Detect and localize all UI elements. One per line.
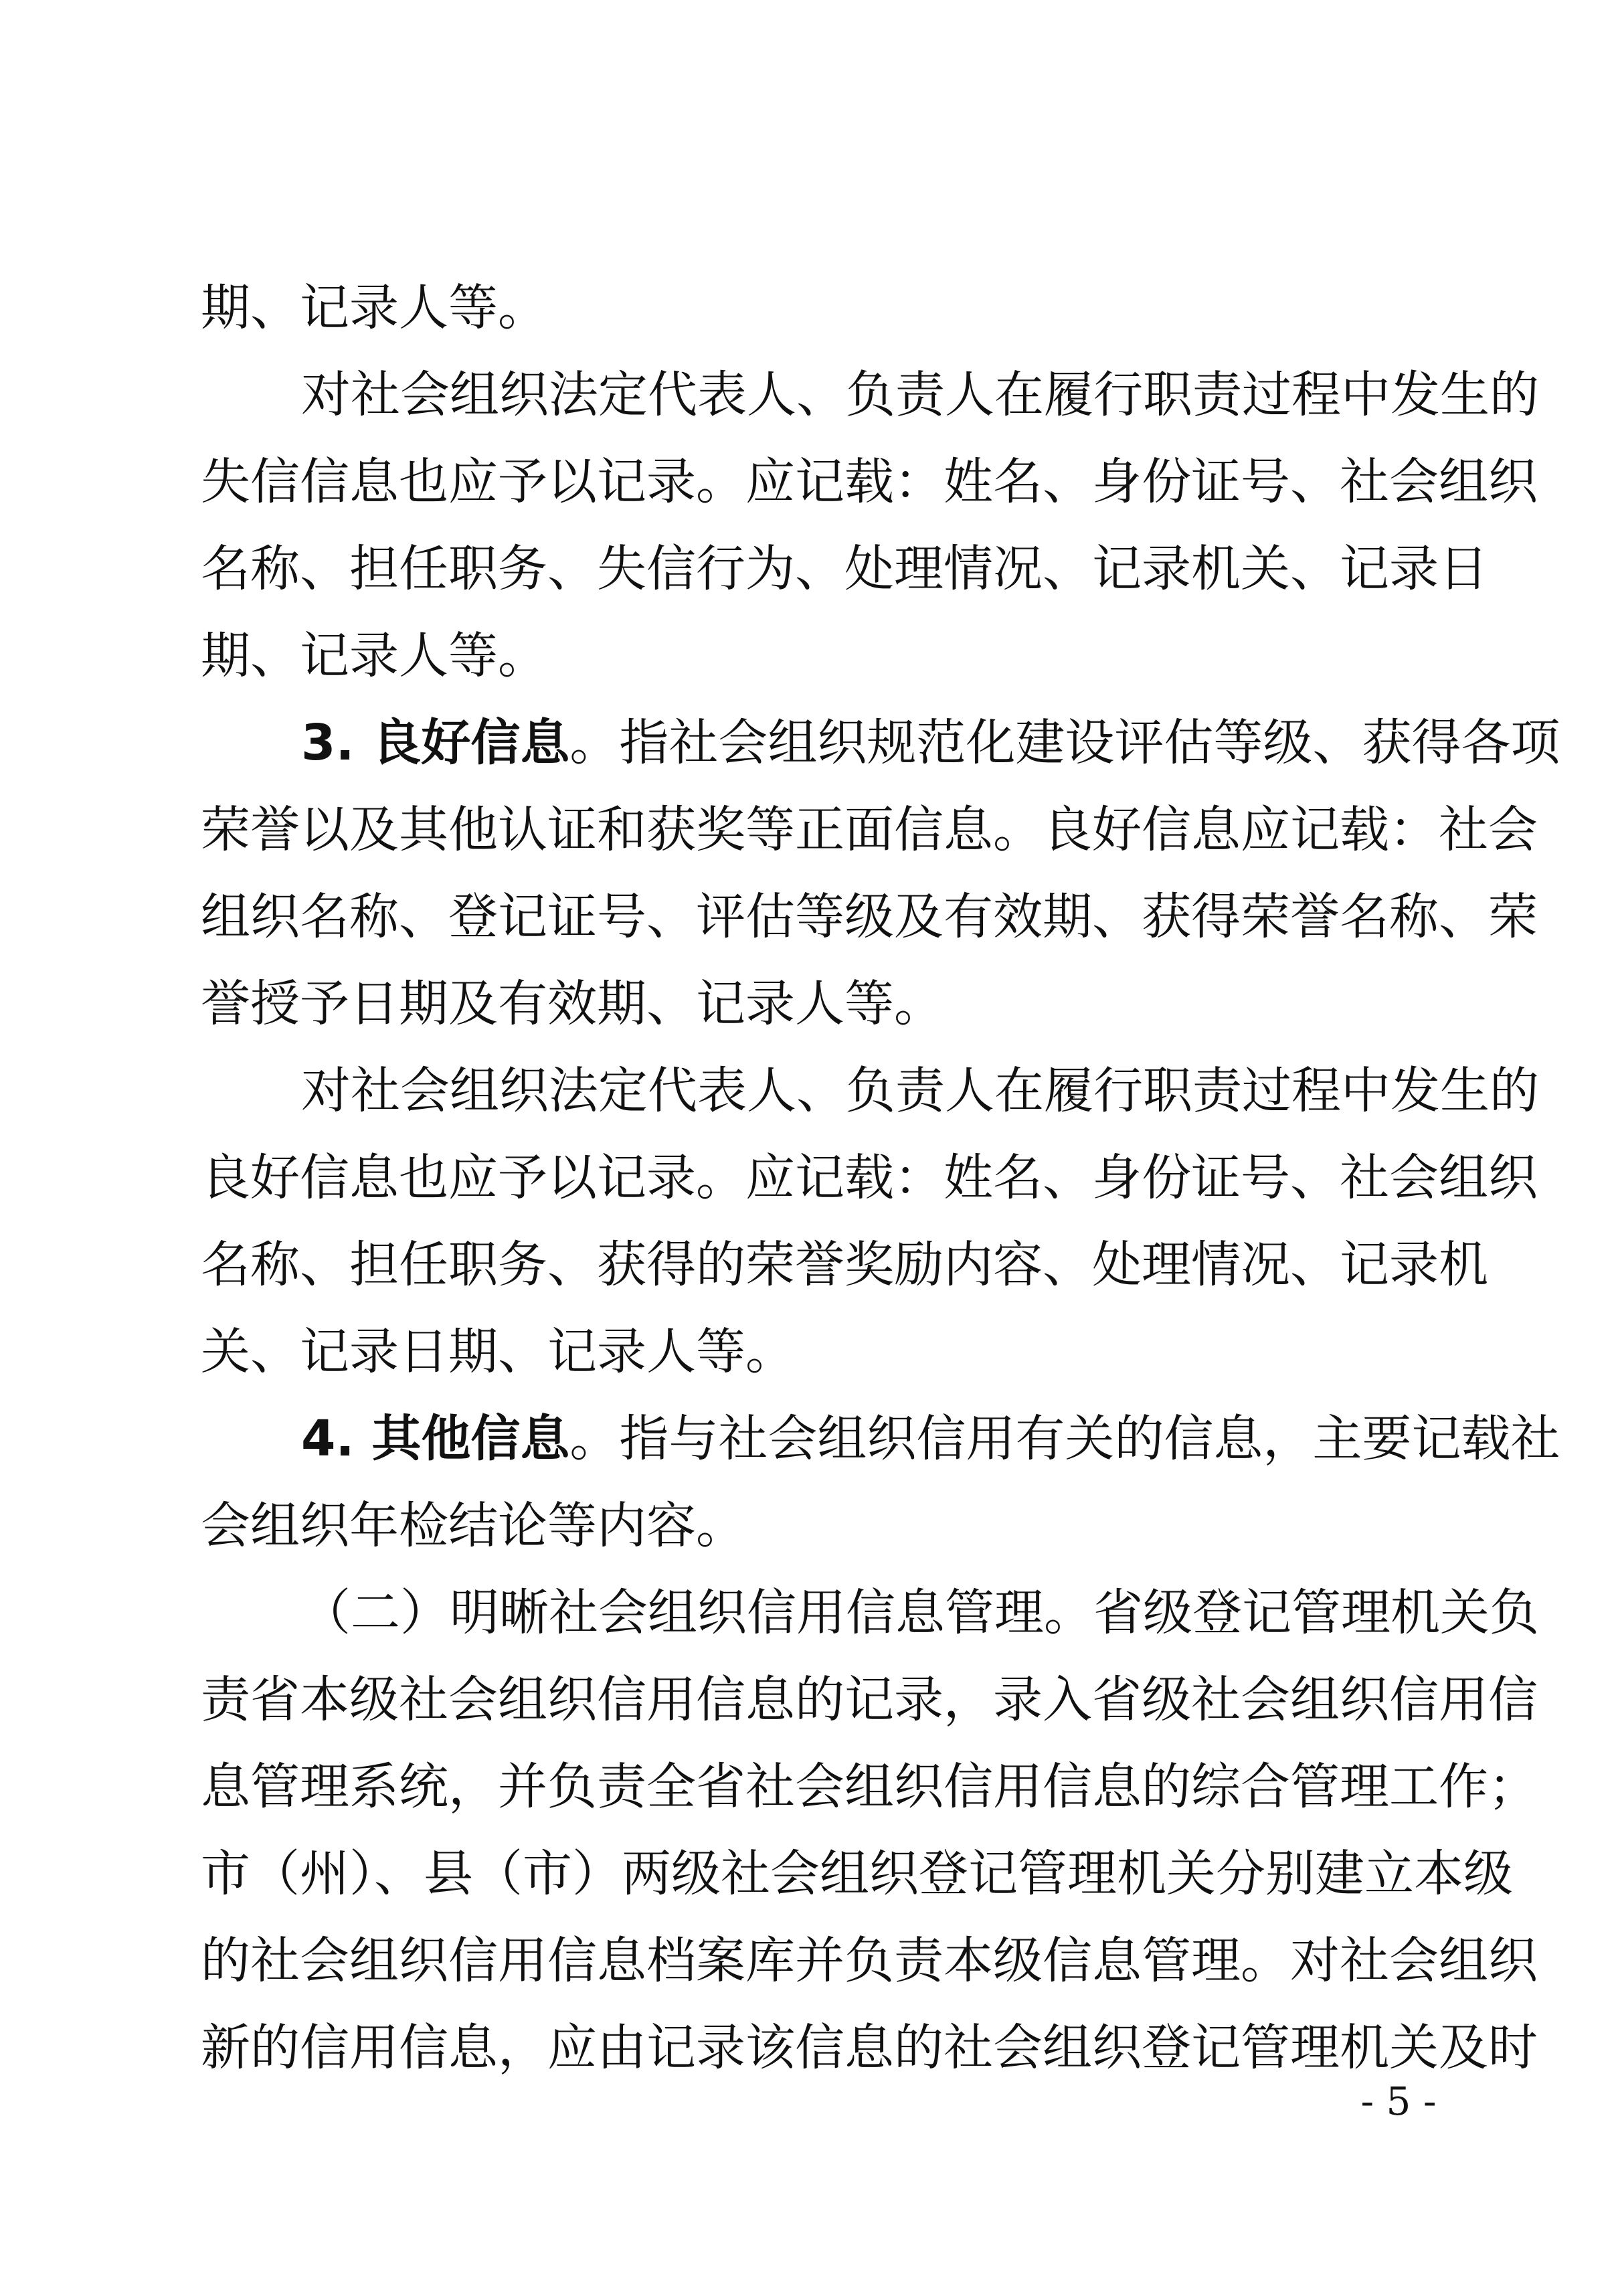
text-line: 良好信息也应予以记录。应记载：姓名、身份证号、社会组织 — [201, 1149, 1538, 1207]
text-line: 期、记录人等。 — [201, 627, 547, 685]
text-line: 关、记录日期、记录人等。 — [201, 1323, 795, 1381]
text-line: 组织名称、登记证号、评估等级及有效期、获得荣誉名称、荣 — [201, 888, 1538, 946]
text-line: 市（州）、县（市）两级社会组织登记管理机关分别建立本级 — [201, 1845, 1513, 1903]
page-number: - 5 - — [1360, 2079, 1437, 2124]
text-line: 荣誉以及其他认证和获奖等正面信息。良好信息应记载：社会 — [201, 801, 1538, 859]
text-line: 新的信用信息，应由记录该信息的社会组织登记管理机关及时 — [201, 2019, 1538, 2077]
text-line: 期、记录人等。 — [201, 279, 547, 337]
text-line: 名称、担任职务、获得的荣誉奖励内容、处理情况、记录机 — [201, 1236, 1488, 1294]
heading-label: 4. 其他信息 — [301, 1410, 570, 1468]
text-line: 对社会组织法定代表人、负责人在履行职责过程中发生的 — [301, 366, 1539, 424]
heading-text: 。指与社会组织信用有关的信息，主要记载社 — [569, 1410, 1560, 1468]
text-line: 对社会组织法定代表人、负责人在履行职责过程中发生的 — [301, 1062, 1539, 1120]
section-heading-other-info — [201, 1392, 1560, 1486]
section-heading-good-info — [201, 696, 1560, 790]
text-line: 会组织年检结论等内容。 — [201, 1497, 745, 1555]
text-line: 责省本级社会组织信用信息的记录，录入省级社会组织信用信 — [201, 1671, 1538, 1729]
text-line: 誉授予日期及有效期、记录人等。 — [201, 975, 944, 1033]
heading-label: 3. 良好信息 — [301, 714, 570, 772]
text-line: 息管理系统，并负责全省社会组织信用信息的综合管理工作； — [201, 1758, 1538, 1816]
text-line: 名称、担任职务、失信行为、处理情况、记录机关、记录日 — [201, 540, 1488, 598]
heading-text: 。指社会组织规范化建设评估等级、获得各项 — [569, 714, 1560, 772]
text-line: （二）明晰社会组织信用信息管理。省级登记管理机关负 — [301, 1584, 1539, 1642]
text-line: 的社会组织信用信息档案库并负责本级信息管理。对社会组织 — [201, 1932, 1538, 1990]
text-line: 失信信息也应予以记录。应记载：姓名、身份证号、社会组织 — [201, 453, 1538, 511]
